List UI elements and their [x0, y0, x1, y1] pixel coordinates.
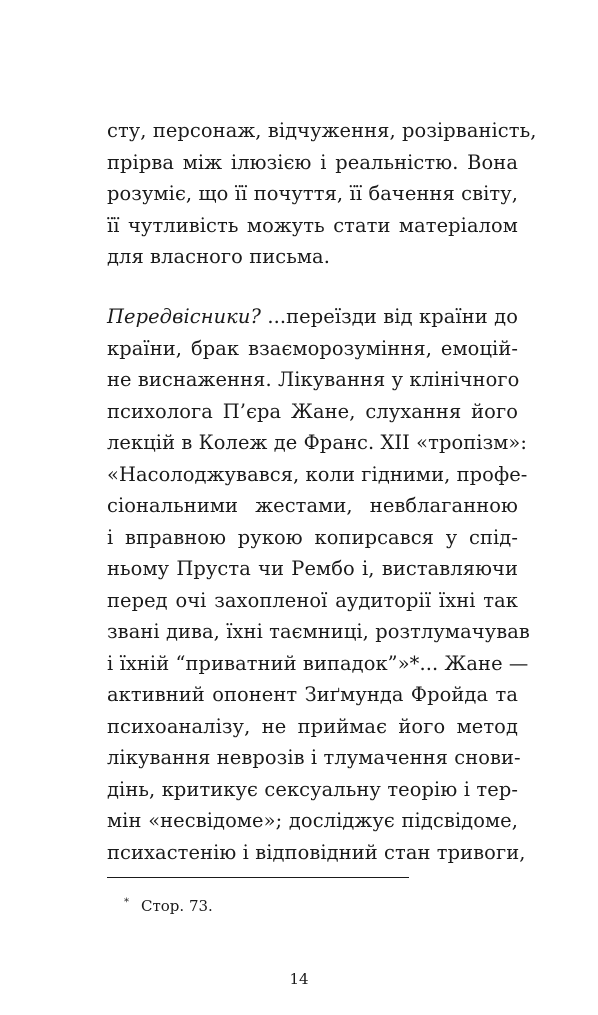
text-line: перед очі захопленої аудиторії їхні так	[107, 588, 518, 612]
text-line: країни, брак взаєморозуміння, емоцій-	[107, 336, 518, 360]
footnote-text: Стор. 73.	[141, 897, 213, 915]
text-line: розуміє, що її почуття, її бачення світу,	[107, 182, 518, 205]
text-line: не виснаження. Лікування у клінічного	[107, 368, 520, 391]
text-line: «Насолоджувався, коли гідними, профе-	[107, 462, 528, 486]
text-line: для власного письма.	[107, 245, 330, 268]
text-line: і їхній “приватний випадок”»*... Жане —	[107, 651, 529, 675]
paragraph-2	[107, 301, 530, 868]
text-line: психастенію і відповідний стан тривоги,	[107, 840, 526, 864]
text-line: сіональними жестами, невблаганною	[107, 494, 518, 517]
footnote	[124, 893, 213, 916]
text-line: сту, персонаж, відчуження, розірваність,	[107, 119, 537, 142]
footnote-rule	[107, 877, 409, 878]
text-line: ньому Пруста чи Рембо і, виставляючи	[107, 557, 518, 580]
text-line: і вправною рукою копирсався у спід-	[107, 525, 518, 549]
text-line-first	[107, 301, 518, 333]
text-line: її чутливість можуть стати матеріалом	[107, 213, 518, 237]
page-number: 14	[289, 970, 309, 988]
text-line: лікування неврозів і тлумачення снови-	[107, 746, 521, 769]
text-line: дінь, критикує сексуальну теорію і тер-	[107, 777, 518, 801]
text-line: звані дива, їхні таємниці, розтлумачував	[107, 620, 530, 643]
text-line: прірва між ілюзією і реальністю. Вона	[107, 150, 518, 174]
text-line: психоаналізу, не приймає його метод	[107, 714, 518, 738]
text-line: мін «несвідоме»; досліджує підсвідоме,	[107, 809, 518, 832]
paragraph-1	[107, 115, 537, 273]
italic-lead-in: Передвісники?	[107, 305, 261, 328]
text-line-rest: ...переїзди від країни до	[260, 305, 518, 328]
text-line: психолога П’єра Жане, слухання його	[107, 399, 518, 423]
text-line: лекцій в Колеж де Франс. XII «тропізм»:	[107, 431, 528, 454]
text-line: активний опонент Зиґмунда Фройда та	[107, 683, 518, 706]
footnote-marker: *	[124, 897, 129, 908]
